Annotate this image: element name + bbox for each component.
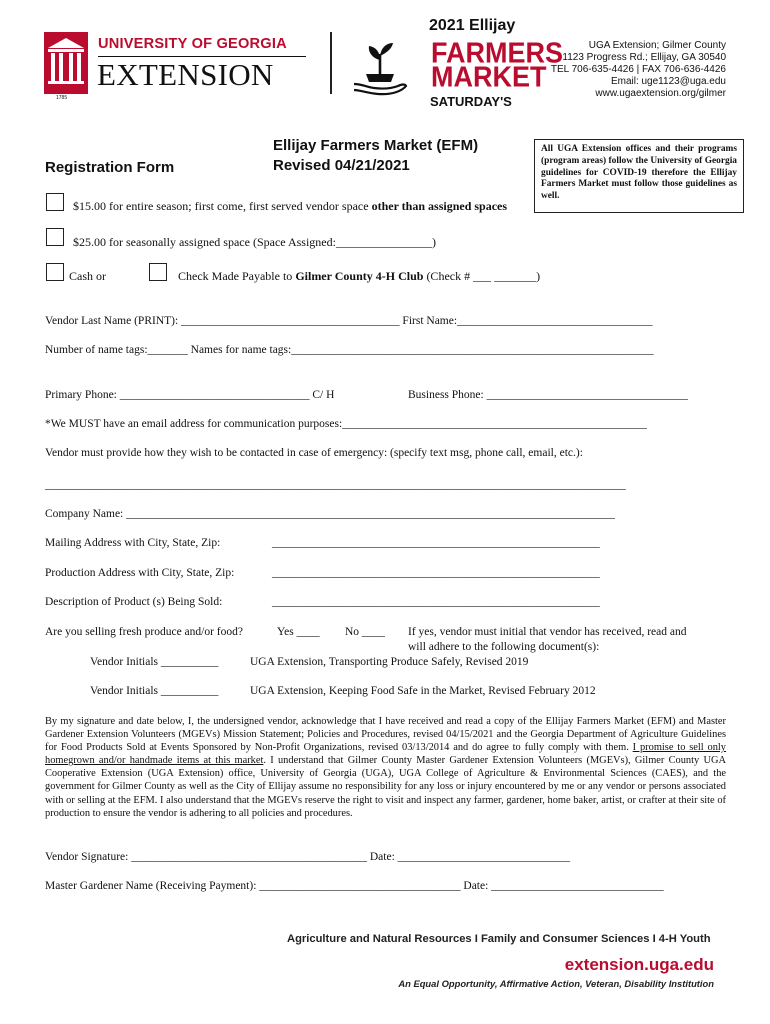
check-checkbox[interactable]	[149, 263, 167, 281]
plant-in-hand-icon	[352, 40, 408, 96]
emergency-contact-label: Vendor must provide how they wish to be contacted in case of emergency: (specify text msg, phone call, email, etc.):	[45, 447, 583, 459]
market-day: SATURDAY'S	[430, 94, 512, 109]
extension-wordmark: EXTENSION	[97, 57, 274, 92]
address-line: TEL 706-635-4426 | FAX 706-636-4426	[550, 64, 726, 75]
food-safety-doc-title: UGA Extension, Keeping Food Safe in the Market, Revised February 2012	[250, 685, 596, 697]
vendor-signature-field[interactable]: Vendor Signature: _________________________________________ Date: ______________________________	[45, 851, 571, 863]
address-line: UGA Extension; Gilmer County	[588, 40, 726, 51]
covid-notice-box	[534, 139, 744, 213]
transport-doc-title: UGA Extension, Transporting Produce Safely, Revised 2019	[250, 656, 529, 668]
assigned-space-checkbox[interactable]	[46, 228, 64, 246]
produce-question: Are you selling fresh produce and/or food?	[45, 626, 243, 638]
production-address-label: Production Address with City, State, Zip:	[45, 567, 235, 579]
program-areas: Agriculture and Natural Resources I Family and Consumer Sciences I 4-H Youth	[287, 933, 711, 945]
form-title: Registration Form	[45, 159, 175, 176]
cash-label: Cash or	[69, 269, 106, 283]
product-description-label: Description of Product (s) Being Sold:	[45, 596, 223, 608]
check-option	[178, 269, 540, 284]
covid-notice: All UGA Extension offices and their programs (program areas) follow the University of Georgia guidelines for COVID-19 therefore the Ellijay Farmers Market must follow those guidelines as well.	[541, 144, 737, 202]
arch-icon	[44, 32, 88, 94]
document-revision: Revised 04/21/2021	[273, 157, 410, 174]
season-space-option	[73, 199, 507, 214]
agreement-text-cont: . I understand that Gilmer County Master Gardener Extension Volunteers (MGEVs), Gilmer County UGA Cooperative Extension (UGA Extension) office, University of Georgia (UGA), UGA College of Agriculture & Environmental Sciences (CAES), and the government for Gilmer County as well as the City of Ellijay assume no responsibility for any loss or injury encountered by me or any vendor or persons associated with or selling at the EFM. I also understand that the MGEVs reserve the right to visit and inspect any farmer, gardener, home baker, artist, or crafter at their site of production to ensure the vendor is adhering to all policies and procedures.	[45, 755, 726, 819]
founding-year: 1785	[56, 95, 68, 101]
season-space-checkbox[interactable]	[46, 193, 64, 211]
business-phone-field[interactable]: Business Phone: ___________________________________	[408, 389, 688, 401]
agreement-paragraph	[45, 715, 726, 820]
university-name: UNIVERSITY OF GEORGIA	[98, 36, 287, 52]
market-market: MARKET	[431, 61, 547, 93]
market-year: 2021 Ellijay	[429, 17, 516, 34]
mailing-address-label: Mailing Address with City, State, Zip:	[45, 537, 221, 549]
assigned-space-option: $25.00 for seasonally assigned space (Space Assigned:________________)	[73, 235, 436, 249]
season-space-label: $15.00 for entire season; first come, first served vendor space	[73, 199, 369, 213]
emergency-contact-field[interactable]: _____________________________________________________________________________________________________	[45, 479, 626, 491]
agreement-text: By my signature and date below, I, the undersigned vendor, acknowledge that I have received and read a copy of the Ellijay Farmers Market (EFM) and Master Gardener Extension Volunteers (MGEVs) Mission Statement; Policies and Procedures, revised 04/15/2021 and the Georgia Department of Agriculture Guidelines for Food Products Sold at Events Sponsored by Non-Profit Organizations, revised 03/13/2014 and do agree to fully comply with them.	[45, 716, 726, 754]
season-space-emphasis: other than assigned spaces	[371, 199, 508, 213]
header-vertical-divider	[330, 32, 332, 94]
agreement-promise: I promise to sell only homegrown and/or handmade items at this market	[45, 742, 727, 767]
document-title: Ellijay Farmers Market (EFM)	[273, 137, 479, 154]
mailing-address-field[interactable]: _________________________________________________________	[272, 537, 600, 549]
vendor-initials-field[interactable]: Vendor Initials __________	[90, 685, 219, 697]
produce-no-field[interactable]: No ____	[345, 626, 385, 638]
check-label: Check Made Payable to	[178, 269, 293, 283]
office-address	[520, 40, 726, 100]
if-yes-instruction: If yes, vendor must initial that vendor has received, read and	[408, 626, 687, 638]
extension-website: extension.uga.edu	[564, 955, 714, 974]
master-gardener-field[interactable]: Master Gardener Name (Receiving Payment): ___________________________________ Date: ______________________________	[45, 880, 664, 892]
primary-phone-field[interactable]: Primary Phone: _________________________________ C/ H	[45, 389, 335, 401]
address-line: www.ugaextension.org/gilmer	[595, 88, 726, 99]
uga-extension-logo	[44, 28, 314, 100]
check-number-field[interactable]: (Check # ___ _______)	[426, 269, 541, 283]
cash-checkbox[interactable]	[46, 263, 64, 281]
address-line: Email: uge1123@uga.edu	[610, 76, 726, 87]
product-description-field[interactable]: _________________________________________________________	[272, 596, 600, 608]
email-field[interactable]: *We MUST have an email address for communication purposes:_____________________________________________________	[45, 418, 647, 430]
production-address-field[interactable]: _________________________________________________________	[272, 567, 600, 579]
company-name-field[interactable]: Company Name: _____________________________________________________________________________________	[45, 508, 615, 520]
vendor-name-field[interactable]: Vendor Last Name (PRINT): ______________________________________ First Name:__________________________________	[45, 315, 653, 327]
vendor-initials-field[interactable]: Vendor Initials __________	[90, 656, 219, 668]
address-line: 1123 Progress Rd.; Ellijay, GA 30540	[562, 52, 726, 63]
if-yes-instruction-cont: will adhere to the following document(s):	[408, 641, 600, 653]
market-farmers: FARMERS	[431, 37, 564, 69]
name-tags-field[interactable]: Number of name tags:_______ Names for name tags:_______________________________________________________________	[45, 344, 654, 356]
equal-opportunity-statement: An Equal Opportunity, Affirmative Action, Veteran, Disability Institution	[398, 978, 714, 989]
check-payee: Gilmer County 4-H Club	[295, 269, 424, 283]
produce-yes-field[interactable]: Yes ____	[277, 626, 320, 638]
